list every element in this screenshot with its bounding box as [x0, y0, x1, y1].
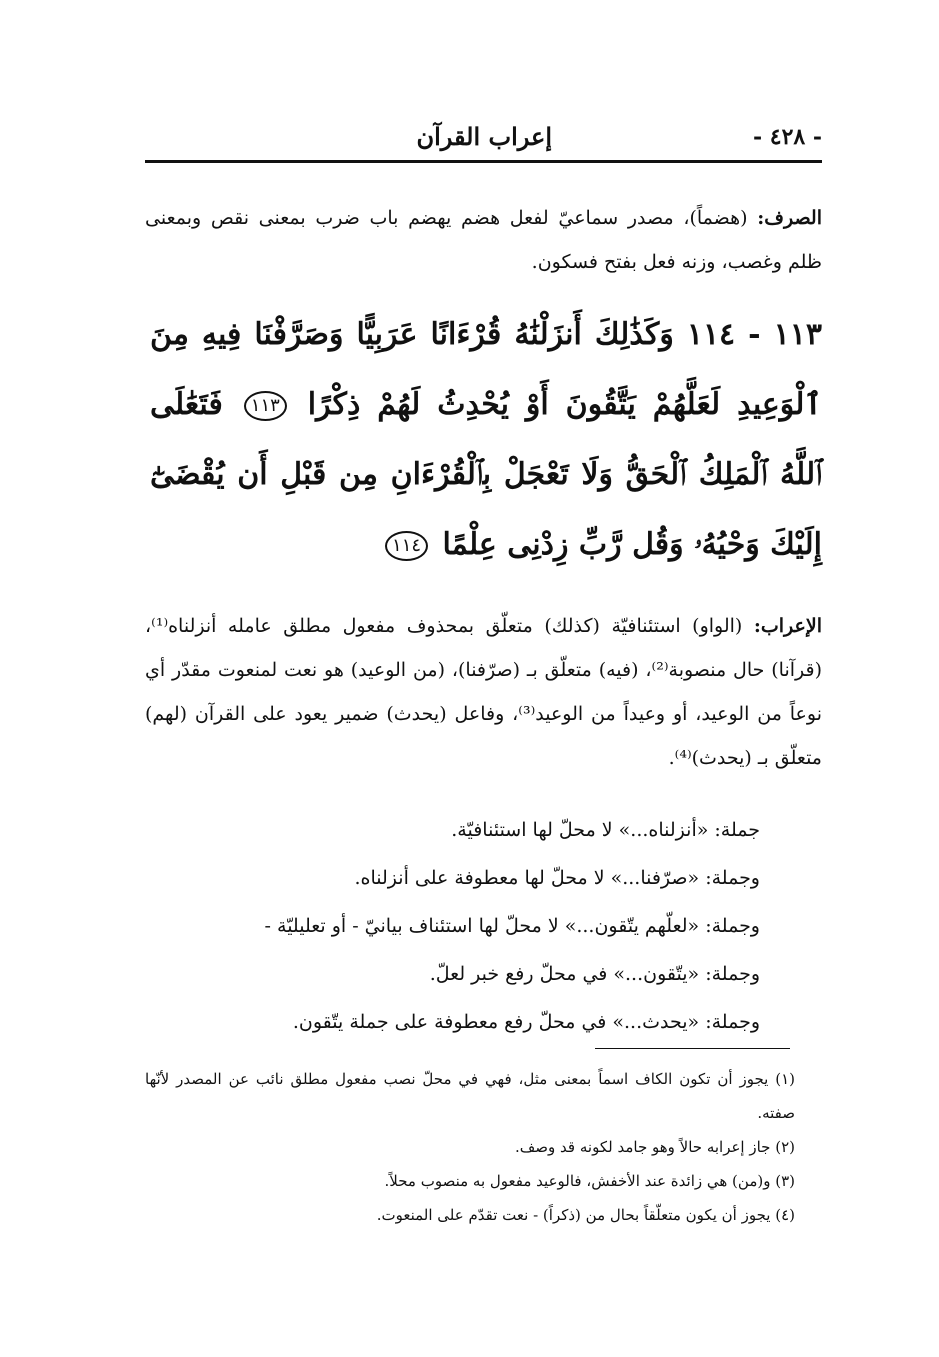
irab-paragraph	[145, 604, 822, 780]
sentence-item: وجملة: «يحدث...» في محلّ رفع معطوفة على جملة يتّقون.	[292, 1011, 760, 1033]
irab-text: (الواو) استئنافيّة (كذلك) متعلّق بمحذوف مفعول مطلق عامله أنزلناه⁽¹⁾، (قرآنا) حال منصوبة⁽²⁾، (فيه) متعلّق بـ (صرّفنا)، (من الوعيد) هو نعت لمنعوت مقدّر أي نوعاً من الوعيد، أو وعيداً من الوعيد⁽³⁾، وفاعل (يحدث) ضمير يعود على القرآن (لهم) متعلّق بـ (يحدث)⁽⁴⁾.	[145, 615, 823, 769]
ayah-number-mark: ١١٤	[385, 531, 428, 561]
sentence-item: وجملة: «لعلّهم يتّقون...» لا محلّ لها استئناف بيانيّ - أو تعليليّة -	[264, 915, 760, 937]
footnotes	[145, 1062, 795, 1232]
quran-verses	[150, 300, 822, 580]
sentences-list	[200, 806, 760, 1046]
verse-text-part1: وَكَذَٰلِكَ أَنزَلْنَٰهُ قُرْءَانًا عَرَبِيًّا وَصَرَّفْنَا فِيهِ مِنَ ٱلْوَعِيدِ لَعَلَّهُمْ يَتَّقُونَ أَوْ يُحْدِثُ لَهُمْ ذِكْرًا	[150, 317, 822, 422]
sentence-item: وجملة: «صرّفنا...» لا محلّ لها معطوفة على أنزلناه.	[354, 867, 760, 889]
ayah-number-mark: ١١٣	[244, 391, 287, 421]
sarf-paragraph	[145, 196, 822, 284]
footnote: (٣) و(من) هي زائدة عند الأخفش، فالوعيد مفعول به منصوب محلاً.	[384, 1172, 795, 1190]
header-rule	[145, 160, 822, 163]
sarf-text: (هضماً)، مصدر سماعيّ لفعل هضم يهضم باب ضرب بمعنى نقص وبمعنى ظلم وغصب، وزنه فعل بفتح فسكون.	[145, 207, 822, 273]
irab-lead: الإعراب:	[753, 615, 822, 637]
sarf-lead: الصرف:	[757, 207, 822, 229]
footnote-rule	[595, 1048, 790, 1049]
sentence-item: جملة: «أنزلناه...» لا محلّ لها استئنافيّة.	[451, 819, 760, 841]
footnote: (٢) جاز إعرابه حالاً وهو جامد لكونه قد وصف.	[515, 1138, 795, 1156]
page-number: - ٤٢٨ -	[752, 124, 822, 150]
footnote: (١) يجوز أن تكون الكاف اسماً بمعنى مثل، فهي في محلّ نصب مفعول مطلق نائب عن المصدر لأنّها صفته.	[145, 1070, 795, 1122]
running-title: إعراب القرآن	[416, 122, 552, 151]
footnote: (٤) يجوز أن يكون متعلّقاً بحال من (ذكراً) - نعت تقدّم على المنعوت.	[376, 1206, 795, 1224]
verse-numbers: ١١٣ - ١١٤	[686, 317, 822, 352]
sentence-item: وجملة: «يتّقون...» في محلّ رفع خبر لعلّ.	[429, 963, 760, 985]
page-header	[145, 118, 822, 158]
verse-text-part2: فَتَعَٰلَى ٱللَّهُ ٱلْمَلِكُ ٱلْحَقُّ وَلَا تَعْجَلْ بِٱلْقُرْءَانِ مِن قَبْلِ أَن يُقْضَىٰٓ إِلَيْكَ وَحْيُهُۥ وَقُل رَّبِّ زِدْنِى عِلْمًا	[150, 387, 822, 562]
